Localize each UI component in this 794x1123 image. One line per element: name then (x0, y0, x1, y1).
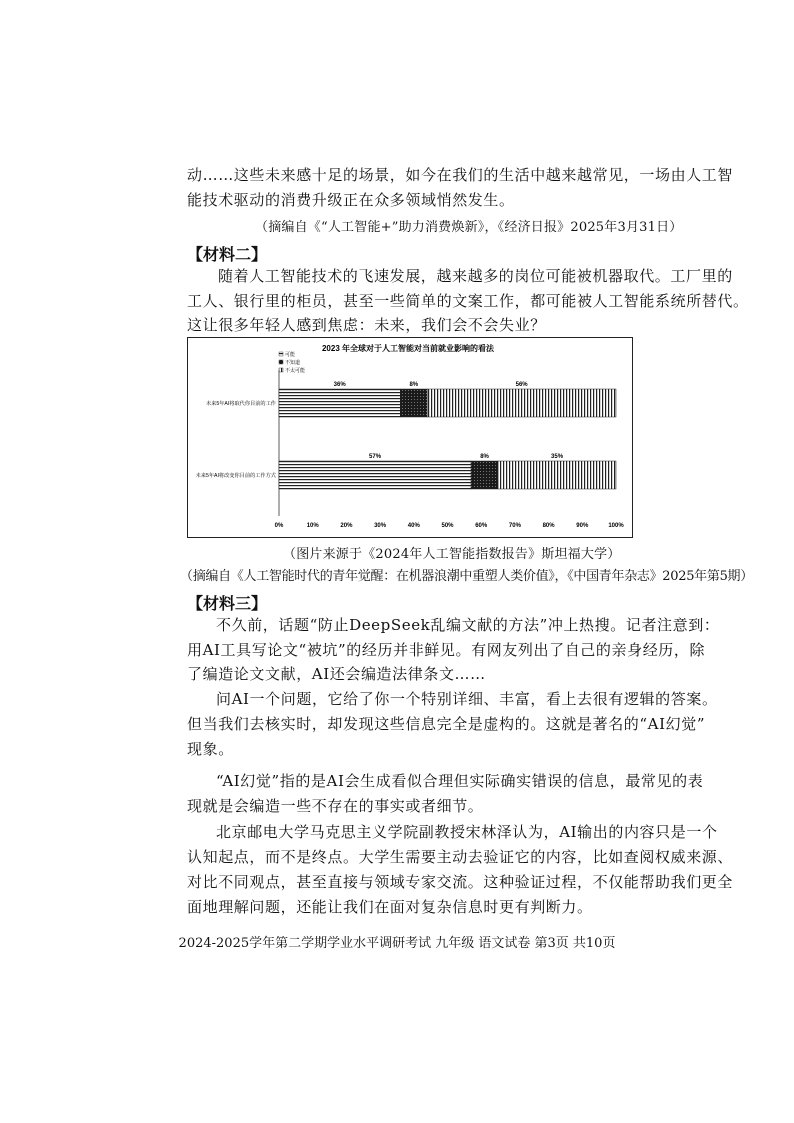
material3-p1-line-2: 用AI工具写论文“被坑”的经历并非鲜见。有网友列出了自己的亲身经历，除 (187, 641, 706, 659)
employment-chart (187, 337, 633, 538)
legend-swatch-2 (279, 368, 283, 372)
bar-segment (279, 461, 471, 489)
x-tick-label: 90% (576, 523, 589, 529)
material3-p1-line-3: 了编造论文文献，AI还会编造法律条文…… (187, 665, 486, 683)
x-tick-label: 70% (508, 523, 521, 529)
page-footer: 2024-2025学年第二学期学业水平调研考试 九年级 语文试卷 第3页 共10页 (178, 936, 616, 951)
bar-segment (400, 389, 427, 417)
material2-line-2: 工人、银行里的柜员，甚至一些简单的文案工作，都可能被人工智能系统所替代。 (187, 292, 749, 310)
material3-p2-line-2: 但当我们去核实时，却发现这些信息完全是虚构的。这就是著名的“AI幻觉” (187, 715, 706, 733)
material3-p4-line-3: 对比不同观点，甚至直接与领域专家交流。这种验证过程，不仅能帮助我们更全 (187, 873, 734, 891)
x-tick-label: 80% (542, 523, 555, 529)
bar-segment (498, 461, 616, 489)
image-source: （图片来源于《2024年人工智能指数报告》斯坦福大学） (283, 547, 621, 562)
material3-p1-line-1: 不久前，话题“防止DeepSeek乱编文献的方法”冲上热搜。记者注意到： (216, 616, 720, 634)
bar-segment (471, 461, 498, 489)
legend-swatch-1 (279, 360, 283, 364)
material3-p4-line-2: 认知起点，而不是终点。大学生需要主动去验证它的内容，比如查阅权威来源、 (187, 848, 734, 866)
x-tick-label: 20% (340, 523, 353, 529)
intro-line-1: 动……这些未来感十足的场景，如今在我们的生活中越来越常见，一场由人工智 (187, 166, 734, 184)
bar-segment (279, 389, 400, 417)
data-label: 8% (480, 454, 489, 460)
bar-segment (427, 389, 616, 417)
material2-heading: 【材料二】 (187, 245, 268, 264)
intro-line-2: 能技术驱动的消费升级正在众多领域悄然发生。 (187, 191, 515, 209)
x-tick-label: 40% (407, 523, 420, 529)
x-tick-label: 10% (306, 523, 319, 529)
data-label: 36% (333, 382, 346, 388)
category-label: 未来5年AI将改变你目前的工作方式 (195, 473, 276, 479)
material3-p4-line-1: 北京邮电大学马克思主义学院副教授宋林泽认为，AI输出的内容只是一个 (216, 823, 718, 841)
chart-legend (279, 351, 305, 374)
category-label: 未来5年AI将取代你目前的工作 (205, 401, 276, 407)
legend-label-1: 不知道 (285, 360, 301, 366)
material2-line-3: 这让很多年轻人感到焦虑：未来，我们会不会失业？ (187, 316, 546, 334)
chart-bars (196, 382, 616, 489)
material3-p3-line-1: “AI幻觉”指的是AI会生成看似合理但实际确实错误的信息，最常见的表 (216, 772, 704, 790)
data-label: 35% (551, 454, 564, 460)
x-tick-label: 60% (475, 523, 488, 529)
material3-p2-line-3: 现象。 (187, 740, 234, 758)
material3-p3-line-2: 现就是会编造一些不存在的事实或者细节。 (187, 797, 484, 815)
data-label: 56% (515, 382, 528, 388)
x-tick-label: 100% (608, 523, 624, 529)
material3-p4-line-4: 面地理解问题，还能让我们在面对复杂信息时更有判断力。 (187, 898, 593, 916)
x-tick-label: 50% (441, 523, 454, 529)
intro-source: （摘编自《“人工智能+”助力消费焕新》，《经济日报》2025年3月31日） (255, 220, 683, 235)
x-tick-label: 30% (374, 523, 387, 529)
legend-label-0: 可能 (285, 352, 296, 358)
data-label: 57% (369, 454, 382, 460)
chart-svg (188, 338, 632, 537)
chart-title: 2023 年全球对于人工智能对当前就业影响的看法 (321, 344, 495, 353)
material2-line-1: 随着人工智能技术的飞速发展，越来越多的岗位可能被机器取代。工厂里的 (218, 267, 733, 285)
excerpt-source: （摘编自《人工智能时代的青年觉醒：在机器浪潮中重塑人类价值》，《中国青年杂志》2025年第5期） (180, 569, 753, 584)
legend-swatch-0 (279, 352, 283, 356)
data-label: 8% (409, 382, 419, 388)
material3-heading: 【材料三】 (187, 594, 268, 613)
legend-label-2: 不太可能 (285, 368, 306, 374)
material3-p2-line-1: 问AI一个问题，它给了你一个特别详细、丰富，看上去很有逻辑的答案。 (216, 690, 718, 708)
x-tick-label: 0% (274, 523, 284, 529)
